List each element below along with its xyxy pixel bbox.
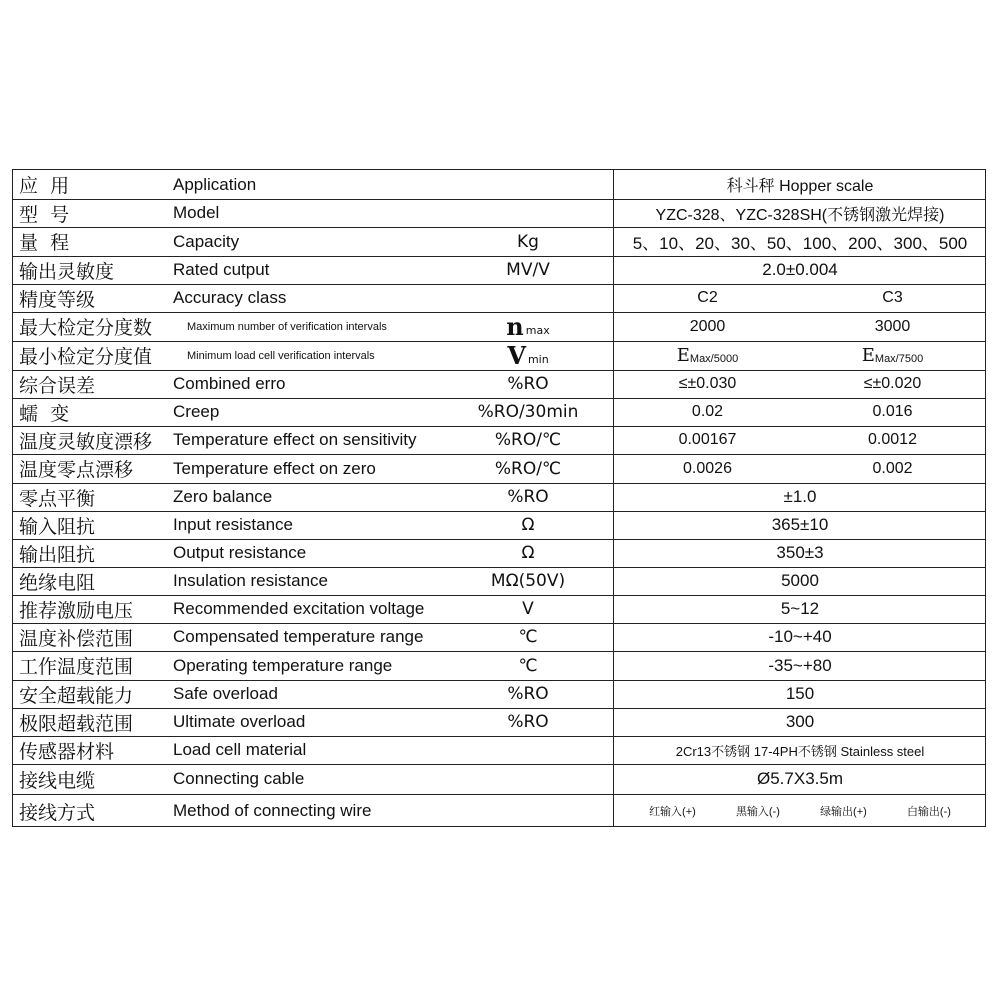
param-unit: %RO/℃: [494, 430, 562, 450]
param-name-cn: 温度补偿范围: [19, 627, 134, 650]
param-name-en: Temperature effect on sensitivity: [173, 430, 417, 449]
param-unit: [453, 794, 603, 828]
param-name-cn: 最小检定分度值: [19, 346, 153, 368]
table-row: [13, 341, 985, 370]
param-value: 5~12: [780, 599, 820, 618]
table-row: [13, 284, 985, 312]
param-name-cn: 工作温度范围: [19, 656, 134, 678]
param-name-cn: 极限超载范围: [19, 712, 134, 735]
param-value: 365±10: [771, 515, 829, 534]
wire-label: 黑输入(-): [735, 806, 780, 818]
value-c2: 0.00167: [678, 431, 737, 448]
param-value: Ø5.7X3.5m: [757, 769, 843, 788]
param-value: 2Cr13不锈钢 17-4PH不锈钢 Stainless steel: [675, 743, 925, 759]
table-row: [13, 623, 985, 651]
param-name-cn: 安全超载能力: [19, 684, 134, 707]
param-unit: %RO/℃: [494, 458, 562, 479]
wire-colors: [615, 794, 985, 828]
param-unit: [453, 199, 603, 227]
value-c2: ≤±0.030: [678, 375, 737, 392]
param-unit: [453, 736, 603, 764]
value-c3: [800, 341, 985, 370]
param-name-en: Method of connecting wire: [173, 801, 372, 820]
param-value: 科斗秤 Hopper scale: [726, 178, 874, 195]
param-unit: [453, 341, 603, 370]
param-value: 300: [785, 712, 815, 731]
param-unit: ℃: [518, 655, 538, 676]
table-row: [13, 454, 985, 483]
param-name-en: Operating temperature range: [173, 655, 393, 675]
param-name-en: Compensated temperature range: [173, 627, 424, 646]
table-row: [13, 426, 985, 454]
param-name-en: Application: [173, 174, 257, 194]
param-name-en: Recommended excitation voltage: [173, 599, 425, 618]
spec-table: [12, 169, 986, 827]
table-row: [13, 539, 985, 567]
param-name-en: Zero balance: [173, 487, 273, 506]
table-row: [13, 595, 985, 623]
param-name-en: Load cell material: [173, 740, 307, 759]
value-c3: C3: [882, 289, 903, 306]
param-name-cn: 温度零点漂移: [19, 459, 134, 481]
table-row: [13, 370, 985, 398]
unit-subscript: max: [525, 324, 550, 337]
param-name-cn: 型 号: [19, 203, 70, 226]
param-value: 5、10、20、30、50、100、200、300、500: [632, 234, 968, 253]
param-unit: [453, 764, 603, 794]
table-row: [13, 736, 985, 764]
param-name-cn: 接线方式: [19, 801, 96, 824]
table-row: [13, 483, 985, 511]
param-value: 350±3: [776, 543, 824, 562]
value-c3: ≤±0.020: [863, 375, 922, 392]
param-unit: Kg: [517, 231, 539, 252]
param-name-cn: 蠕 变: [19, 402, 70, 425]
table-row: [13, 567, 985, 595]
value-subscript: Max/5000: [689, 352, 739, 365]
table-row: [13, 708, 985, 736]
param-name-cn: 绝缘电阻: [19, 571, 96, 594]
param-name-en: Safe overload: [173, 684, 278, 703]
table-row: [13, 312, 985, 341]
param-name-en: Maximum number of verification intervals: [187, 320, 387, 333]
param-name-cn: 精度等级: [19, 288, 96, 311]
table-row: [13, 794, 985, 828]
param-name-cn: 零点平衡: [19, 487, 96, 510]
param-name-en: Rated cutput: [173, 260, 270, 279]
param-value: 5000: [781, 571, 819, 590]
param-value: -35~+80: [768, 655, 832, 675]
param-name-en: Minimum load cell verification intervals: [187, 349, 375, 362]
table-row: [13, 764, 985, 794]
param-name-cn: 输出灵敏度: [19, 260, 115, 283]
param-name-en: Connecting cable: [173, 769, 305, 788]
value-c3: 0.016: [872, 403, 913, 420]
table-row: [13, 651, 985, 680]
unit-symbol: n: [506, 312, 524, 341]
value-c2: [615, 341, 800, 370]
wire-label: 白输出(-): [906, 806, 951, 818]
value-symbol: E: [861, 345, 875, 366]
value-c2: 2000: [689, 317, 726, 335]
param-name-en: Capacity: [173, 231, 240, 251]
param-name-cn: 应 用: [19, 175, 70, 197]
param-name-en: Ultimate overload: [173, 712, 306, 731]
param-unit: ℃: [518, 627, 538, 647]
param-unit: [453, 312, 603, 341]
param-name-en: Insulation resistance: [173, 571, 328, 590]
param-unit: Ω: [521, 515, 535, 535]
param-unit: [453, 170, 603, 199]
table-row: [13, 680, 985, 708]
table-row: [13, 199, 985, 227]
param-name-en: Combined erro: [173, 374, 286, 393]
param-name-en: Output resistance: [173, 543, 307, 562]
param-name-en: Accuracy class: [173, 288, 287, 307]
param-unit: MV/V: [506, 260, 550, 280]
table-row: [13, 227, 985, 256]
value-c2: C2: [697, 289, 718, 306]
param-name-en: Input resistance: [173, 515, 294, 534]
value-c3: 0.002: [872, 459, 913, 477]
param-name-en: Temperature effect on zero: [173, 458, 376, 478]
param-unit: V: [522, 599, 534, 619]
param-name-cn: 量 程: [19, 232, 70, 254]
table-row: [13, 398, 985, 426]
param-unit: [453, 284, 603, 312]
param-name-cn: 推荐激励电压: [19, 599, 134, 622]
param-unit: %RO: [507, 712, 549, 732]
value-symbol: E: [676, 345, 690, 366]
param-unit: %RO/30min: [477, 402, 579, 422]
wire-label: 绿输出(+): [820, 806, 867, 818]
param-unit: %RO: [507, 374, 549, 394]
param-name-cn: 综合误差: [19, 374, 96, 397]
param-name-cn: 最大检定分度数: [19, 317, 153, 339]
table-row: [13, 511, 985, 539]
table-row: [13, 256, 985, 284]
param-name-en: Model: [173, 203, 220, 222]
unit-subscript: min: [527, 353, 549, 366]
value-c3: 3000: [874, 317, 911, 335]
param-unit: %RO: [507, 684, 549, 704]
value-c3: 0.0012: [868, 431, 917, 448]
wire-label: 红输入(+): [649, 806, 696, 818]
param-name-cn: 输入阻抗: [19, 515, 96, 538]
param-name-cn: 输出阻抗: [19, 543, 96, 566]
param-name-cn: 接线电缆: [19, 769, 96, 792]
param-value: YZC-328、YZC-328SH(不锈钢激光焊接): [655, 206, 945, 224]
value-c2: 0.02: [691, 403, 724, 420]
param-value: 150: [785, 684, 815, 703]
param-unit: MΩ(50V): [490, 571, 566, 591]
unit-symbol: V: [507, 341, 526, 370]
param-unit: %RO: [507, 487, 549, 507]
param-value: 2.0±0.004: [762, 260, 838, 279]
param-value: -10~+40: [768, 627, 832, 646]
param-value: ±1.0: [783, 487, 817, 506]
table-row: [13, 170, 985, 199]
param-name-cn: 温度灵敏度漂移: [19, 430, 153, 453]
value-c2: 0.0026: [683, 459, 732, 477]
param-name-en: Creep: [173, 402, 220, 421]
param-name-cn: 传感器材料: [19, 740, 115, 763]
param-unit: Ω: [521, 543, 535, 563]
value-subscript: Max/7500: [874, 352, 924, 365]
